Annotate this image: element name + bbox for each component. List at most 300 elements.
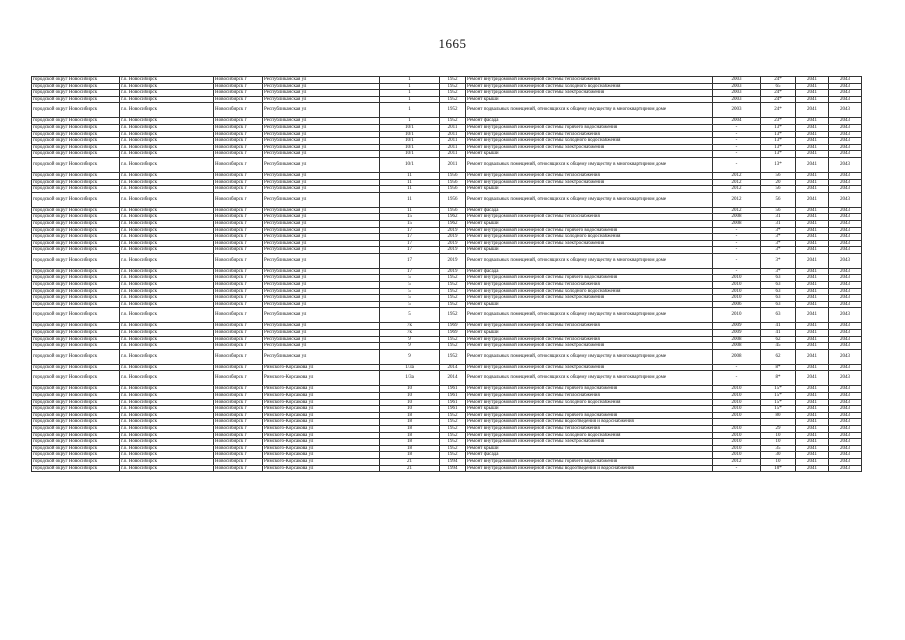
cell-plan-end: 2043 [829,308,862,323]
cell-street: Республиканская ул [263,295,380,302]
cell-wear: 15* [761,406,796,413]
cell-house: 10/1 [380,138,440,145]
cell-plan-end: 2043 [829,301,862,308]
cell-build-year: 1952 [440,432,466,439]
cell-district: городской округ Новосибирск [32,465,120,472]
cell-build-year: 1962 [440,220,466,227]
cell-plan-end: 2043 [829,465,862,472]
cell-work-type: Ремонт внутридомовой инженерной системы электроснабжения [466,439,713,446]
cell-last-repair: 2003 [713,96,761,103]
cell-wear: 63 [761,308,796,323]
cell-municipality: г.о. Новосибирск [120,214,214,221]
cell-last-repair: 2003 [713,90,761,97]
cell-plan-start: 2041 [796,399,829,406]
cell-build-year: 1962 [440,214,466,221]
cell-build-year: 2011 [440,157,466,172]
cell-work-type: Ремонт внутридомовой инженерной системы теплоснабжения [466,214,713,221]
table-row [32,425,862,432]
cell-house: 15 [380,220,440,227]
cell-city: Новосибирск г [214,364,263,371]
table-row [32,227,862,234]
cell-house: 17 [380,234,440,241]
table-row [32,288,862,295]
cell-work-type: Ремонт внутридомовой инженерной системы электроснабжения [466,144,713,151]
cell-house: 10/1 [380,131,440,138]
cell-plan-end: 2043 [829,419,862,426]
cell-street: Республиканская ул [263,288,380,295]
table-row [32,386,862,393]
cell-build-year: 1952 [440,103,466,118]
table-row [32,323,862,330]
cell-plan-start: 2041 [796,282,829,289]
cell-wear: 24* [761,90,796,97]
cell-build-year: 2011 [440,138,466,145]
cell-house: 10/1 [380,124,440,131]
cell-build-year: 1956 [440,172,466,179]
cell-municipality: г.о. Новосибирск [120,268,214,275]
cell-last-repair: - [713,227,761,234]
cell-street: Республиканская ул [263,282,380,289]
cell-wear: 10 [761,432,796,439]
table-row [32,118,862,125]
cell-city: Новосибирск г [214,96,263,103]
cell-house: 5 [380,295,440,302]
cell-street: Римского-Корсакова ул [263,439,380,446]
cell-plan-start: 2041 [796,227,829,234]
cell-house: 10 [380,406,440,413]
cell-city: Новосибирск г [214,144,263,151]
cell-work-type: Ремонт крыши [466,406,713,413]
cell-house: 18 [380,419,440,426]
cell-municipality: г.о. Новосибирск [120,138,214,145]
cell-last-repair: - [713,247,761,254]
cell-municipality: г.о. Новосибирск [120,465,214,472]
cell-street: Республиканская ул [263,323,380,330]
cell-district: городской округ Новосибирск [32,432,120,439]
cell-municipality: г.о. Новосибирск [120,343,214,350]
cell-district: городской округ Новосибирск [32,138,120,145]
cell-build-year: 2019 [440,247,466,254]
cell-house: 7к [380,323,440,330]
cell-plan-start: 2041 [796,336,829,343]
cell-plan-start: 2041 [796,268,829,275]
cell-wear: 63 [761,295,796,302]
table-row [32,371,862,386]
cell-municipality: г.о. Новосибирск [120,336,214,343]
cell-work-type: Ремонт внутридомовой инженерной системы холодного водоснабжения [466,399,713,406]
cell-street: Республиканская ул [263,253,380,268]
cell-district: городской округ Новосибирск [32,371,120,386]
cell-wear: 13* [761,138,796,145]
cell-municipality: г.о. Новосибирск [120,90,214,97]
cell-last-repair: 2010 [713,445,761,452]
cell-house: 5 [380,288,440,295]
cell-municipality: г.о. Новосибирск [120,103,214,118]
cell-build-year: 1952 [440,349,466,364]
cell-house: 17 [380,268,440,275]
cell-plan-end: 2043 [829,144,862,151]
cell-plan-end: 2043 [829,96,862,103]
cell-street: Республиканская ул [263,275,380,282]
cell-plan-end: 2043 [829,268,862,275]
cell-municipality: г.о. Новосибирск [120,240,214,247]
cell-city: Новосибирск г [214,336,263,343]
cell-municipality: г.о. Новосибирск [120,207,214,214]
cell-municipality: г.о. Новосибирск [120,349,214,364]
cell-last-repair: 2010 [713,432,761,439]
cell-last-repair: 2008 [713,343,761,350]
cell-district: городской округ Новосибирск [32,364,120,371]
cell-house: 18 [380,425,440,432]
table-row [32,458,862,465]
cell-house: 10/1 [380,157,440,172]
cell-house: 9 [380,349,440,364]
cell-street: Республиканская ул [263,301,380,308]
cell-city: Новосибирск г [214,151,263,158]
cell-district: городской округ Новосибирск [32,445,120,452]
cell-build-year: 1961 [440,406,466,413]
cell-plan-start: 2041 [796,465,829,472]
cell-wear: 24* [761,96,796,103]
cell-plan-end: 2043 [829,253,862,268]
cell-municipality: г.о. Новосибирск [120,419,214,426]
cell-plan-start: 2041 [796,234,829,241]
cell-build-year: 1952 [440,288,466,295]
cell-build-year: 1952 [440,308,466,323]
cell-last-repair: - [713,138,761,145]
cell-street: Римского-Корсакова ул [263,465,380,472]
cell-street: Республиканская ул [263,207,380,214]
cell-plan-end: 2043 [829,90,862,97]
cell-wear: 10 [761,458,796,465]
cell-street: Римского-Корсакова ул [263,445,380,452]
cell-municipality: г.о. Новосибирск [120,399,214,406]
cell-last-repair: 2009 [713,330,761,337]
table-row [32,131,862,138]
cell-build-year: 1952 [440,90,466,97]
cell-last-repair: 2012 [713,458,761,465]
table-row [32,77,862,84]
cell-street: Республиканская ул [263,247,380,254]
cell-city: Новосибирск г [214,172,263,179]
cell-city: Новосибирск г [214,131,263,138]
cell-work-type: Ремонт подвальных помещений, относящихся к общему имуществу в многоквартирном доме [466,157,713,172]
cell-last-repair: - [713,234,761,241]
cell-wear: 3* [761,227,796,234]
cell-district: городской округ Новосибирск [32,77,120,84]
table-row [32,301,862,308]
cell-municipality: г.о. Новосибирск [120,386,214,393]
cell-city: Новосибирск г [214,227,263,234]
table-row [32,336,862,343]
cell-district: городской округ Новосибирск [32,214,120,221]
cell-house: 1/3а [380,371,440,386]
cell-wear: 3* [761,240,796,247]
cell-work-type: Ремонт внутридомовой инженерной системы теплоснабжения [466,393,713,400]
cell-plan-end: 2043 [829,220,862,227]
cell-build-year: 1952 [440,439,466,446]
cell-plan-end: 2043 [829,393,862,400]
cell-last-repair: 2010 [713,425,761,432]
cell-plan-end: 2043 [829,131,862,138]
cell-build-year: 2014 [440,364,466,371]
cell-municipality: г.о. Новосибирск [120,227,214,234]
cell-wear: 31 [761,220,796,227]
cell-wear: 31 [761,214,796,221]
cell-last-repair: 2008 [713,220,761,227]
cell-build-year: 1952 [440,282,466,289]
cell-district: городской округ Новосибирск [32,412,120,419]
cell-plan-start: 2041 [796,207,829,214]
cell-last-repair: - [713,157,761,172]
table-row [32,439,862,446]
cell-street: Республиканская ул [263,144,380,151]
cell-street: Республиканская ул [263,118,380,125]
cell-plan-end: 2043 [829,192,862,207]
cell-city: Новосибирск г [214,432,263,439]
cell-plan-start: 2041 [796,412,829,419]
cell-district: городской округ Новосибирск [32,393,120,400]
cell-city: Новосибирск г [214,118,263,125]
cell-plan-start: 2041 [796,157,829,172]
table-row [32,393,862,400]
table-row [32,406,862,413]
cell-plan-start: 2041 [796,349,829,364]
cell-build-year: 1956 [440,179,466,186]
table-row [32,268,862,275]
cell-work-type: Ремонт фасада [466,207,713,214]
cell-work-type: Ремонт внутридомовой инженерной системы теплоснабжения [466,131,713,138]
cell-work-type: Ремонт внутридомовой инженерной системы водоотведения и водоснабжения [466,419,713,426]
cell-plan-start: 2041 [796,425,829,432]
cell-wear: 3* [761,247,796,254]
cell-street: Республиканская ул [263,308,380,323]
cell-house: 1 [380,77,440,84]
cell-work-type: Ремонт подвальных помещений, относящихся к общему имуществу в многоквартирном доме [466,103,713,118]
cell-last-repair: 2008 [713,214,761,221]
cell-last-repair: - [713,144,761,151]
cell-plan-end: 2043 [829,179,862,186]
table-row [32,83,862,90]
cell-wear: 3* [761,234,796,241]
cell-wear: 13* [761,151,796,158]
cell-house: 18 [380,445,440,452]
table-row [32,432,862,439]
cell-work-type: Ремонт крыши [466,220,713,227]
repair-schedule-table [31,76,862,472]
cell-plan-start: 2041 [796,124,829,131]
cell-municipality: г.о. Новосибирск [120,406,214,413]
cell-work-type: Ремонт внутридомовой инженерной системы холодного водоснабжения [466,288,713,295]
cell-street: Республиканская ул [263,131,380,138]
cell-street: Римского-Корсакова ул [263,386,380,393]
cell-wear: 15* [761,386,796,393]
cell-municipality: г.о. Новосибирск [120,151,214,158]
cell-street: Римского-Корсакова ул [263,412,380,419]
cell-wear: 3* [761,268,796,275]
table-row [32,179,862,186]
cell-street: Республиканская ул [263,234,380,241]
cell-city: Новосибирск г [214,288,263,295]
cell-last-repair: 2010 [713,452,761,459]
cell-street: Республиканская ул [263,124,380,131]
cell-district: городской округ Новосибирск [32,131,120,138]
cell-last-repair: 2010 [713,393,761,400]
cell-build-year: 1994 [440,465,466,472]
cell-plan-start: 2041 [796,138,829,145]
cell-street: Республиканская ул [263,157,380,172]
cell-plan-end: 2043 [829,186,862,193]
cell-municipality: г.о. Новосибирск [120,458,214,465]
cell-work-type: Ремонт крыши [466,247,713,254]
table-row [32,124,862,131]
cell-district: городской округ Новосибирск [32,458,120,465]
cell-house: 17 [380,253,440,268]
cell-district: городской округ Новосибирск [32,301,120,308]
cell-plan-end: 2043 [829,275,862,282]
cell-city: Новосибирск г [214,295,263,302]
cell-plan-end: 2043 [829,227,862,234]
cell-street: Республиканская ул [263,336,380,343]
cell-street: Римского-Корсакова ул [263,425,380,432]
cell-last-repair: 2010 [713,386,761,393]
cell-city: Новосибирск г [214,412,263,419]
cell-build-year: 2019 [440,253,466,268]
cell-work-type: Ремонт внутридомовой инженерной системы горячего водоснабжения [466,458,713,465]
cell-work-type: Ремонт подвальных помещений, относящихся к общему имуществу в многоквартирном доме [466,371,713,386]
cell-district: городской округ Новосибирск [32,247,120,254]
cell-house: 11 [380,179,440,186]
table-row [32,399,862,406]
cell-build-year: 1952 [440,83,466,90]
table-row [32,282,862,289]
cell-last-repair: 2010 [713,308,761,323]
cell-build-year: 1952 [440,275,466,282]
cell-work-type: Ремонт подвальных помещений, относящихся к общему имуществу в многоквартирном доме [466,308,713,323]
cell-street: Римского-Корсакова ул [263,399,380,406]
cell-district: городской округ Новосибирск [32,151,120,158]
cell-municipality: г.о. Новосибирск [120,308,214,323]
cell-district: городской округ Новосибирск [32,83,120,90]
cell-street: Республиканская ул [263,179,380,186]
cell-house: 10 [380,399,440,406]
cell-municipality: г.о. Новосибирск [120,186,214,193]
cell-city: Новосибирск г [214,77,263,84]
cell-street: Республиканская ул [263,227,380,234]
cell-last-repair: 2012 [713,186,761,193]
cell-house: 1/3а [380,364,440,371]
cell-plan-end: 2043 [829,207,862,214]
cell-wear: 63 [761,275,796,282]
cell-work-type: Ремонт внутридомовой инженерной системы холодного водоснабжения [466,432,713,439]
cell-work-type: Ремонт внутридомовой инженерной системы электроснабжения [466,364,713,371]
cell-district: городской округ Новосибирск [32,144,120,151]
cell-plan-end: 2043 [829,118,862,125]
cell-last-repair: 2003 [713,77,761,84]
table-row [32,452,862,459]
cell-work-type: Ремонт подвальных помещений, относящихся к общему имуществу в многоквартирном доме [466,253,713,268]
table-row [32,419,862,426]
cell-municipality: г.о. Новосибирск [120,364,214,371]
cell-plan-end: 2043 [829,151,862,158]
cell-city: Новосибирск г [214,179,263,186]
cell-city: Новосибирск г [214,393,263,400]
cell-city: Новосибирск г [214,240,263,247]
cell-municipality: г.о. Новосибирск [120,118,214,125]
cell-street: Республиканская ул [263,214,380,221]
cell-wear: 10* [761,465,796,472]
cell-city: Новосибирск г [214,275,263,282]
cell-plan-end: 2043 [829,103,862,118]
cell-house: 9 [380,336,440,343]
cell-district: городской округ Новосибирск [32,419,120,426]
cell-city: Новосибирск г [214,247,263,254]
cell-wear: 13* [761,157,796,172]
cell-wear: 62 [761,336,796,343]
cell-build-year: 2019 [440,240,466,247]
cell-district: городской округ Новосибирск [32,343,120,350]
cell-work-type: Ремонт внутридомовой инженерной системы электроснабжения [466,295,713,302]
cell-wear: 3* [761,253,796,268]
cell-last-repair [713,419,761,426]
cell-work-type: Ремонт внутридомовой инженерной системы электроснабжения [466,240,713,247]
cell-district: городской округ Новосибирск [32,240,120,247]
cell-last-repair: 2010 [713,295,761,302]
cell-last-repair: 2010 [713,282,761,289]
cell-plan-start: 2041 [796,83,829,90]
cell-municipality: г.о. Новосибирск [120,220,214,227]
table-row [32,207,862,214]
cell-plan-start: 2041 [796,371,829,386]
cell-wear: 65 [761,83,796,90]
cell-plan-end: 2043 [829,364,862,371]
cell-house: 18 [380,412,440,419]
table-row [32,192,862,207]
table-row [32,364,862,371]
cell-municipality: г.о. Новосибирск [120,179,214,186]
cell-house: 10 [380,386,440,393]
cell-last-repair: 2010 [713,439,761,446]
cell-municipality: г.о. Новосибирск [120,275,214,282]
cell-street: Республиканская ул [263,83,380,90]
cell-work-type: Ремонт внутридомовой инженерной системы горячего водоснабжения [466,227,713,234]
cell-last-repair: 2004 [713,118,761,125]
cell-last-repair: 2012 [713,207,761,214]
cell-build-year: 1956 [440,207,466,214]
cell-plan-start: 2041 [796,214,829,221]
cell-wear: 63 [761,301,796,308]
cell-last-repair: - [713,268,761,275]
cell-city: Новосибирск г [214,157,263,172]
cell-build-year: 1952 [440,452,466,459]
cell-work-type: Ремонт крыши [466,151,713,158]
cell-last-repair: 2010 [713,399,761,406]
cell-work-type: Ремонт внутридомовой инженерной системы горячего водоснабжения [466,124,713,131]
cell-house: 11 [380,172,440,179]
cell-build-year: 1961 [440,393,466,400]
cell-city: Новосибирск г [214,343,263,350]
cell-district: городской округ Новосибирск [32,336,120,343]
cell-plan-end: 2043 [829,288,862,295]
cell-municipality: г.о. Новосибирск [120,282,214,289]
cell-street: Республиканская ул [263,103,380,118]
cell-district: городской округ Новосибирск [32,90,120,97]
cell-last-repair: 2006 [713,301,761,308]
cell-wear: 8* [761,371,796,386]
page-number: 1665 [438,36,467,51]
cell-wear: 56 [761,172,796,179]
cell-plan-start: 2041 [796,419,829,426]
